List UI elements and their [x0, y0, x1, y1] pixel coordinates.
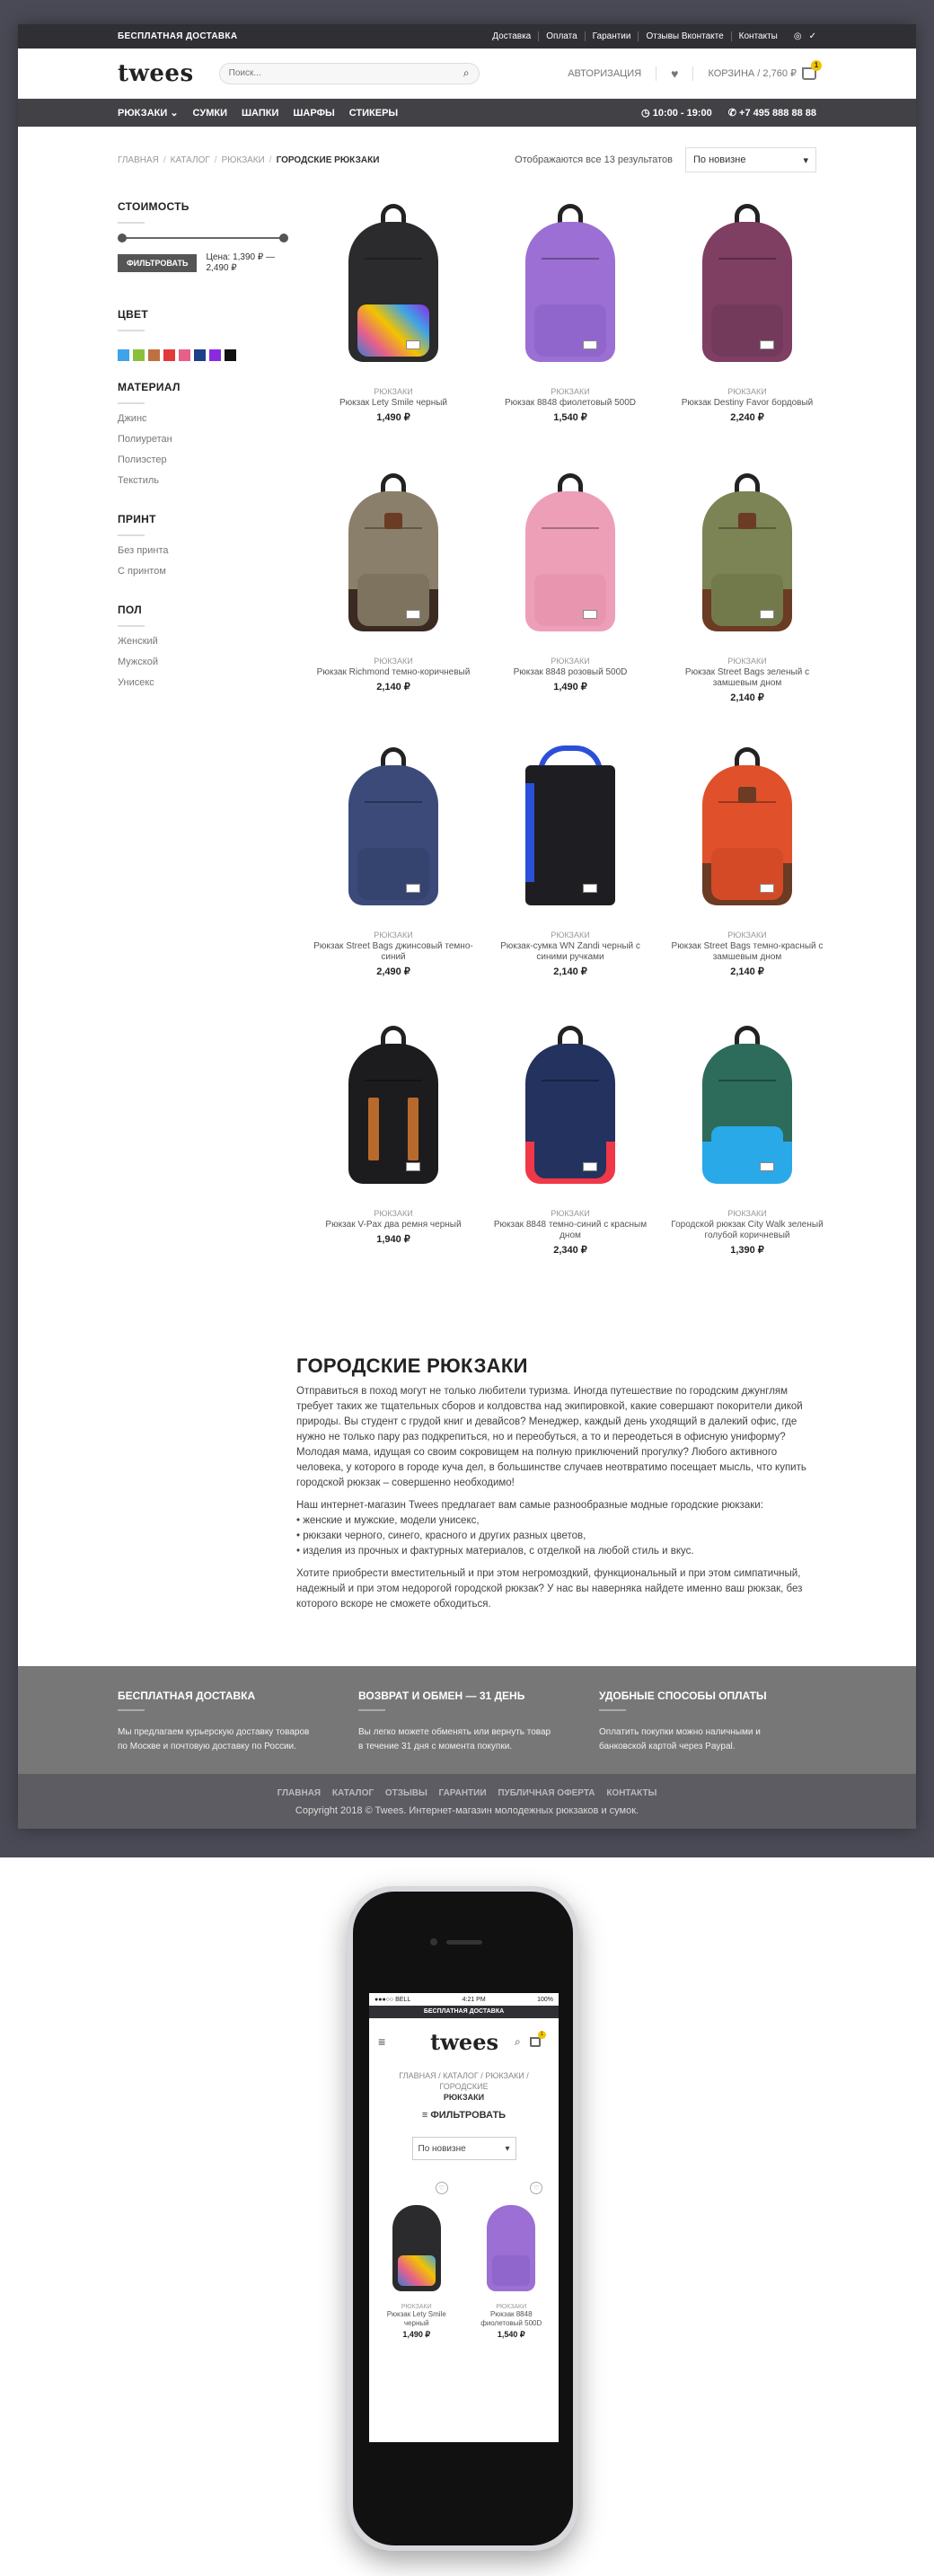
- filter-row: [118, 252, 288, 274]
- top-link-reviews[interactable]: Отзывы Вконтакте: [638, 31, 730, 41]
- product-price: 2,140 ₽: [730, 693, 764, 703]
- backpack-body: [348, 1044, 438, 1184]
- product-image: [503, 200, 638, 376]
- category-description: [296, 1354, 826, 1619]
- gender-item[interactable]: Унисекс: [118, 677, 154, 688]
- backpack-body: [525, 1044, 615, 1184]
- mobile-ship-bar: БЕСПЛАТНАЯ ДОСТАВКА: [369, 2006, 559, 2018]
- product-category: РЮКЗАКИ: [551, 931, 590, 940]
- mobile-product-card[interactable]: [471, 2182, 551, 2340]
- mobile-product-grid: [369, 2182, 559, 2340]
- product-card[interactable]: [305, 1022, 481, 1245]
- gender-item[interactable]: Мужской: [118, 657, 158, 667]
- product-image: [680, 200, 815, 376]
- footer-text: Оплатить покупки можно наличными и банковской картой через Paypal.: [599, 1727, 761, 1751]
- search-icon[interactable]: ⌕: [514, 2034, 521, 2048]
- material-item[interactable]: Джинс: [118, 413, 147, 424]
- product-card[interactable]: [659, 200, 835, 423]
- backpack-body: [525, 222, 615, 362]
- product-card[interactable]: [482, 744, 658, 977]
- description-paragraph: [296, 1498, 826, 1559]
- product-image: [680, 744, 815, 920]
- slider-track: [121, 237, 285, 239]
- header: [18, 49, 916, 99]
- brand-tag: [406, 610, 420, 619]
- backpack-image: [487, 2205, 535, 2291]
- product-category: РЮКЗАКИ: [551, 1209, 590, 1218]
- chevron-down-icon: ▾: [505, 2143, 510, 2154]
- description-bullet: • рюкзаки черного, синего, красного и других разных цветов,: [296, 1531, 586, 1541]
- product-image: [326, 1022, 461, 1198]
- product-card[interactable]: [482, 470, 658, 693]
- material-list: [118, 413, 288, 486]
- breadcrumb-catalog[interactable]: КАТАЛОГ: [170, 154, 210, 165]
- nav-item-scarves[interactable]: ШАРФЫ: [293, 107, 335, 119]
- cart-icon: [802, 60, 819, 80]
- product-price: 1,490 ₽: [376, 412, 410, 423]
- clock-icon: ◷: [641, 108, 650, 119]
- buckle-strap: [368, 1098, 379, 1160]
- color-swatch[interactable]: [194, 349, 206, 361]
- nav-item-stickers[interactable]: СТИКЕРЫ: [348, 107, 399, 119]
- brand-tag: [406, 1162, 420, 1171]
- product-name[interactable]: Городской рюкзак City Walk зеленый голубой коричневый: [671, 1220, 824, 1240]
- product-image: [503, 744, 638, 920]
- gender-item[interactable]: Женский: [118, 636, 158, 647]
- description-bullet: • изделия из прочных и фактурных материалов, с отделкой на любой стиль и вкус.: [296, 1546, 694, 1557]
- footer-col-shipping: [118, 1689, 315, 1774]
- product-price: 1,540 ₽: [497, 2330, 525, 2339]
- divider: [118, 330, 145, 331]
- product-price: 2,490 ₽: [376, 966, 410, 977]
- breadcrumb-backpacks[interactable]: РЮКЗАКИ: [221, 154, 265, 165]
- divider: [599, 1709, 626, 1711]
- filter-material-title: МАТЕРИАЛ: [118, 381, 181, 393]
- footer-link[interactable]: ГЛАВНАЯ: [277, 1788, 322, 1798]
- product-category: РЮКЗАКИ: [727, 1209, 767, 1218]
- product-image: [480, 2182, 542, 2298]
- top-bar: [18, 24, 916, 49]
- product-price: 2,140 ₽: [730, 966, 764, 977]
- camera-icon: [430, 1938, 437, 1945]
- material-item[interactable]: Текстиль: [118, 475, 159, 486]
- product-category: РЮКЗАКИ: [727, 931, 767, 940]
- carrier: ●●●○○ BELL: [374, 1996, 411, 2003]
- product-category: РЮКЗАКИ: [374, 387, 413, 396]
- backpack-body: [348, 765, 438, 905]
- blue-stripe: [525, 783, 534, 882]
- mobile-breadcrumb-current: РЮКЗАКИ: [443, 2093, 485, 2102]
- leather-patch: [738, 787, 756, 803]
- product-name[interactable]: Рюкзак Destiny Favor бордовый: [681, 398, 814, 408]
- product-price: 1,390 ₽: [730, 1245, 764, 1256]
- brand-tag: [583, 1162, 597, 1171]
- zipper: [718, 258, 776, 260]
- leather-patch: [738, 513, 756, 529]
- wishlist-icon[interactable]: ♡: [436, 2182, 448, 2194]
- breadcrumb-home[interactable]: ГЛАВНАЯ: [118, 154, 159, 165]
- divider: [118, 625, 145, 627]
- filter-color-title: ЦВЕТ: [118, 308, 148, 321]
- material-item[interactable]: Полиуретан: [118, 434, 172, 445]
- product-category: РЮКЗАКИ: [551, 387, 590, 396]
- speaker: [446, 1940, 482, 1945]
- nav-item-backpacks[interactable]: [118, 107, 179, 119]
- phone-body: [353, 1892, 573, 2545]
- color-swatch[interactable]: [148, 349, 160, 361]
- product-price: 2,140 ₽: [376, 682, 410, 693]
- zipper: [542, 1080, 599, 1081]
- top-link-delivery[interactable]: Доставка: [492, 31, 532, 41]
- footer: [18, 1666, 916, 1774]
- breadcrumb-row: [18, 146, 916, 173]
- product-name[interactable]: Рюкзак Street Bags зеленый с замшевым дном: [684, 667, 810, 688]
- color-swatch[interactable]: [179, 349, 190, 361]
- product-category: РЮКЗАКИ: [374, 657, 413, 666]
- print-list: [118, 545, 288, 577]
- divider: [692, 66, 693, 81]
- product-name[interactable]: Рюкзак V-Pax два ремня черный: [325, 1220, 462, 1230]
- nav-label: РЮКЗАКИ: [118, 108, 168, 119]
- color-swatch[interactable]: [209, 349, 221, 361]
- product-name[interactable]: Рюкзак 8848 фиолетовый 500D: [480, 2310, 542, 2327]
- footer-link[interactable]: ГАРАНТИИ: [438, 1788, 487, 1798]
- product-category: РЮКЗАКИ: [727, 387, 767, 396]
- product-price: 2,140 ₽: [553, 966, 587, 977]
- backpack-body: [348, 222, 438, 362]
- footer-link[interactable]: КОНТАКТЫ: [606, 1788, 657, 1798]
- search-input[interactable]: [229, 68, 463, 78]
- zipper: [718, 1080, 776, 1081]
- brand-tag: [583, 340, 597, 349]
- color-swatch[interactable]: [118, 349, 129, 361]
- product-card[interactable]: [305, 744, 481, 977]
- breadcrumb-separator: /: [163, 154, 166, 165]
- backpack-image: [348, 488, 438, 631]
- backpack-body: [525, 765, 615, 905]
- product-price: 1,540 ₽: [553, 412, 587, 423]
- sort-value: По новизне: [693, 154, 746, 165]
- backpack-image: [525, 488, 615, 631]
- divider: [118, 534, 145, 536]
- phone[interactable]: [728, 107, 816, 119]
- breadcrumb-current: ГОРОДСКИЕ РЮКЗАКИ: [276, 154, 380, 165]
- zipper: [365, 1080, 422, 1081]
- brand-tag: [760, 1162, 774, 1171]
- main-nav: [18, 99, 916, 127]
- backpack-image: [702, 488, 792, 631]
- vk-icon[interactable]: ✓: [808, 31, 816, 41]
- product-category: РЮКЗАКИ: [374, 931, 413, 940]
- cart-button[interactable]: [708, 60, 819, 80]
- product-image: [326, 200, 461, 376]
- mobile-sort-select[interactable]: [412, 2137, 516, 2160]
- footer-link[interactable]: ПУБЛИЧНАЯ ОФЕРТА: [498, 1788, 595, 1798]
- backpack-body: [702, 222, 792, 362]
- leather-patch: [384, 513, 402, 529]
- wishlist-icon[interactable]: ♡: [530, 2182, 542, 2194]
- backpack-image: [348, 762, 438, 905]
- description-text: Наш интернет-магазин Twees предлагает вам самые разнообразные модные городские рюкзаки:: [296, 1500, 763, 1511]
- brand-tag: [583, 884, 597, 893]
- zipper: [365, 258, 422, 260]
- brand-tag: [406, 884, 420, 893]
- front-pocket: [492, 2255, 530, 2286]
- footer-link[interactable]: КАТАЛОГ: [331, 1788, 374, 1798]
- nav-contacts: [641, 107, 816, 119]
- backpack-body: [702, 1044, 792, 1184]
- nav-item-bags[interactable]: СУМКИ: [192, 107, 227, 119]
- material-item[interactable]: Полиэстер: [118, 454, 167, 465]
- top-link-contacts[interactable]: Контакты: [731, 31, 785, 41]
- description-paragraph: Хотите приобрести вместительный и при этом негромоздкий, функциональный и при этом симпатичный, надежный и при этом недорогой городской рюкзак? У нас вы наверняка найдете именно ваш рюкзак, без которого вскоре не сможете обходиться.: [296, 1568, 803, 1610]
- footer-title: БЕСПЛАТНАЯ ДОСТАВКА: [118, 1689, 256, 1702]
- hours: [641, 107, 712, 119]
- product-category: РЮКЗАКИ: [551, 657, 590, 666]
- backpack-image: [702, 1040, 792, 1184]
- product-price: 2,340 ₽: [553, 1245, 587, 1256]
- desktop-page: [18, 24, 916, 1829]
- cart-count-badge: 1: [538, 2031, 546, 2039]
- divider: [118, 402, 145, 404]
- backpack-image: [702, 218, 792, 362]
- filters-sidebar: [118, 200, 288, 715]
- price-range-text: Цена: 1,390 ₽ — 2,490 ₽: [206, 252, 276, 273]
- top-links: [485, 31, 785, 41]
- footer-links: [18, 1788, 916, 1798]
- price-slider[interactable]: [118, 233, 288, 243]
- status-bar: [369, 1993, 559, 2006]
- backpack-body: [702, 491, 792, 631]
- sort-select[interactable]: [685, 147, 816, 172]
- product-image: [680, 470, 815, 646]
- backpack-body: [348, 491, 438, 631]
- phone-text: +7 495 888 88 88: [739, 108, 816, 119]
- mobile-header: [369, 2018, 559, 2065]
- buckle-strap: [408, 1098, 419, 1160]
- brand-tag: [760, 340, 774, 349]
- print-item[interactable]: С принтом: [118, 566, 166, 577]
- copyright: Copyright 2018 © Twees. Интернет-магазин молодежных рюкзаков и сумок.: [295, 1805, 639, 1816]
- search-box: [219, 63, 480, 84]
- color-swatches: [118, 349, 288, 361]
- zipper: [542, 527, 599, 529]
- filter-button[interactable]: ФИЛЬТРОВАТЬ: [118, 254, 197, 272]
- mobile-breadcrumb: [369, 2065, 559, 2103]
- brand-tag: [583, 610, 597, 619]
- cart-count-badge: 1: [811, 60, 822, 71]
- social-links: [794, 31, 816, 41]
- mobile-product-card[interactable]: [376, 2182, 457, 2340]
- product-name[interactable]: Рюкзак Lety Smile черный: [339, 398, 448, 408]
- logo[interactable]: twees: [118, 59, 194, 87]
- filter-print-title: ПРИНТ: [118, 513, 156, 525]
- breadcrumb-separator: /: [214, 154, 217, 165]
- footer-title: ВОЗВРАТ И ОБМЕН — 31 ДЕНЬ: [358, 1689, 525, 1702]
- search-icon[interactable]: ⌕: [463, 66, 470, 79]
- product-price: 1,940 ₽: [376, 1234, 410, 1245]
- wishlist-icon[interactable]: ♥: [671, 66, 679, 81]
- product-image: [503, 470, 638, 646]
- product-card[interactable]: [482, 200, 658, 423]
- clock: 4:21 PM: [462, 1996, 486, 2003]
- free-shipping-label: БЕСПЛАТНАЯ ДОСТАВКА: [118, 31, 238, 41]
- color-swatch[interactable]: [225, 349, 236, 361]
- backpack-image: [525, 218, 615, 362]
- backpack-body: [702, 765, 792, 905]
- header-actions: [568, 60, 819, 81]
- divider: [118, 1709, 145, 1711]
- footer-bottom: [18, 1774, 916, 1829]
- product-category: РЮКЗАКИ: [401, 2304, 432, 2310]
- brand-tag: [760, 884, 774, 893]
- zipper: [542, 258, 599, 260]
- mobile-filter-button[interactable]: ≡ ФИЛЬТРОВАТЬ: [421, 2110, 507, 2121]
- backpack-image: [525, 762, 615, 905]
- product-card[interactable]: [659, 470, 835, 703]
- product-name[interactable]: Рюкзак Street Bags джинсовый темно-синий: [313, 941, 473, 962]
- top-link-payment[interactable]: Оплата: [538, 31, 584, 41]
- results-count: Отображаются все 13 результатов: [515, 154, 673, 165]
- product-image: [326, 470, 461, 646]
- brand-tag: [760, 610, 774, 619]
- mobile-logo[interactable]: twees: [430, 2028, 498, 2055]
- description-title: ГОРОДСКИЕ РЮКЗАКИ: [296, 1354, 528, 1377]
- product-category: РЮКЗАКИ: [727, 657, 767, 666]
- footer-col-payment: [599, 1689, 797, 1774]
- product-name[interactable]: Рюкзак 8848 фиолетовый 500D: [504, 398, 636, 408]
- divider: [118, 222, 145, 224]
- color-swatch[interactable]: [133, 349, 145, 361]
- product-price: 2,240 ₽: [730, 412, 764, 423]
- phone-mockup: [348, 1886, 578, 2551]
- product-category: РЮКЗАКИ: [374, 1209, 413, 1218]
- breadcrumb-separator: /: [269, 154, 272, 165]
- menu-icon[interactable]: ≡: [378, 2034, 386, 2049]
- chevron-down-icon: ⌄: [170, 108, 179, 119]
- product-category: РЮКЗАКИ: [496, 2304, 527, 2310]
- footer-link[interactable]: ОТЗЫВЫ: [384, 1788, 427, 1798]
- product-card[interactable]: [659, 1022, 835, 1256]
- product-card[interactable]: [305, 470, 481, 693]
- print-item[interactable]: Без принта: [118, 545, 169, 556]
- phone-icon: ✆: [727, 108, 736, 119]
- description-bullet: • женские и мужские, модели унисекс,: [296, 1515, 480, 1526]
- backpack-image: [525, 1040, 615, 1184]
- product-card[interactable]: [659, 744, 835, 977]
- description-paragraph: Отправиться в поход могут не только любители туризма. Иногда путешествие по городским джунглям требует таких же тщательных сборов и колдовства над экипировкой, какие совершают покорители дикой природы. Вы студент с грудой книг и девайсов? Менеджер, каждый день уходящий в далекий офис, где нужно не только пару раз подкрепиться, но и переобуться, а то и переодеться в офисную униформу? Молодая мама, идущая со своим сокровищем на полную приключений прогулку? Любого активного человека, у которого в городе куча дел, в большинстве случаев неотвратимо посещает мысль, что купить городской рюкзак – совершенно необходимо!: [296, 1386, 806, 1488]
- backpack-image: [348, 1040, 438, 1184]
- footer-title: УДОБНЫЕ СПОСОБЫ ОПЛАТЫ: [599, 1689, 767, 1702]
- gender-list: [118, 636, 288, 688]
- product-image: [385, 2182, 448, 2298]
- brand-tag: [406, 340, 420, 349]
- slider-handle-max[interactable]: [279, 234, 288, 243]
- product-name[interactable]: Рюкзак Richmond темно-коричневый: [316, 667, 471, 677]
- battery: 100%: [537, 1996, 553, 2003]
- product-price: 1,490 ₽: [553, 682, 587, 693]
- product-card[interactable]: [482, 1022, 658, 1256]
- hours-text: 10:00 - 19:00: [652, 108, 712, 119]
- cart-label: КОРЗИНА / 2,760 ₽: [708, 68, 797, 79]
- filter-price-title: СТОИМОСТЬ: [118, 200, 189, 213]
- mobile-screen: [369, 1993, 559, 2442]
- print-pattern: [398, 2255, 436, 2286]
- backpack-image: [392, 2205, 441, 2291]
- backpack-image: [702, 762, 792, 905]
- divider: [358, 1709, 385, 1711]
- product-name[interactable]: Рюкзак-сумка WN Zandi черный с синими ручками: [500, 941, 640, 962]
- product-image: [503, 1022, 638, 1198]
- cart-icon[interactable]: [530, 2031, 543, 2047]
- backpack-body: [525, 491, 615, 631]
- filter-gender-title: ПОЛ: [118, 604, 142, 616]
- color-swatch[interactable]: [163, 349, 175, 361]
- sort-value: По новизне: [418, 2143, 466, 2154]
- product-image: [680, 1022, 815, 1198]
- footer-text: Мы предлагаем курьерскую доставку товаров по Москве и почтовую доставку по России.: [118, 1727, 310, 1751]
- product-name[interactable]: Рюкзак 8848 розовый 500D: [513, 667, 628, 677]
- chevron-down-icon: ▾: [803, 154, 808, 166]
- mobile-breadcrumb-path[interactable]: ГЛАВНАЯ / КАТАЛОГ / РЮКЗАКИ / ГОРОДСКИЕ: [399, 2071, 529, 2091]
- product-name[interactable]: Рюкзак 8848 темно-синий с красным дном: [493, 1220, 648, 1240]
- top-link-guarantee[interactable]: Гарантии: [585, 31, 639, 41]
- product-name[interactable]: Рюкзак Lety Smile черный: [386, 2310, 446, 2327]
- product-image: [326, 744, 461, 920]
- zipper: [365, 801, 422, 803]
- product-name[interactable]: Рюкзак Street Bags темно-красный с замшевым дном: [671, 941, 824, 962]
- product-price: 1,490 ₽: [402, 2330, 431, 2339]
- footer-text: Вы легко можете обменять или вернуть товар в течение 31 дня с момента покупки.: [358, 1727, 551, 1751]
- instagram-icon[interactable]: ◎: [793, 31, 802, 41]
- slider-handle-min[interactable]: [118, 234, 127, 243]
- footer-col-returns: [358, 1689, 556, 1774]
- product-card[interactable]: [305, 200, 481, 423]
- nav-item-hats[interactable]: ШАПКИ: [241, 107, 279, 119]
- backpack-image: [348, 218, 438, 362]
- login-link[interactable]: АВТОРИЗАЦИЯ: [568, 67, 642, 79]
